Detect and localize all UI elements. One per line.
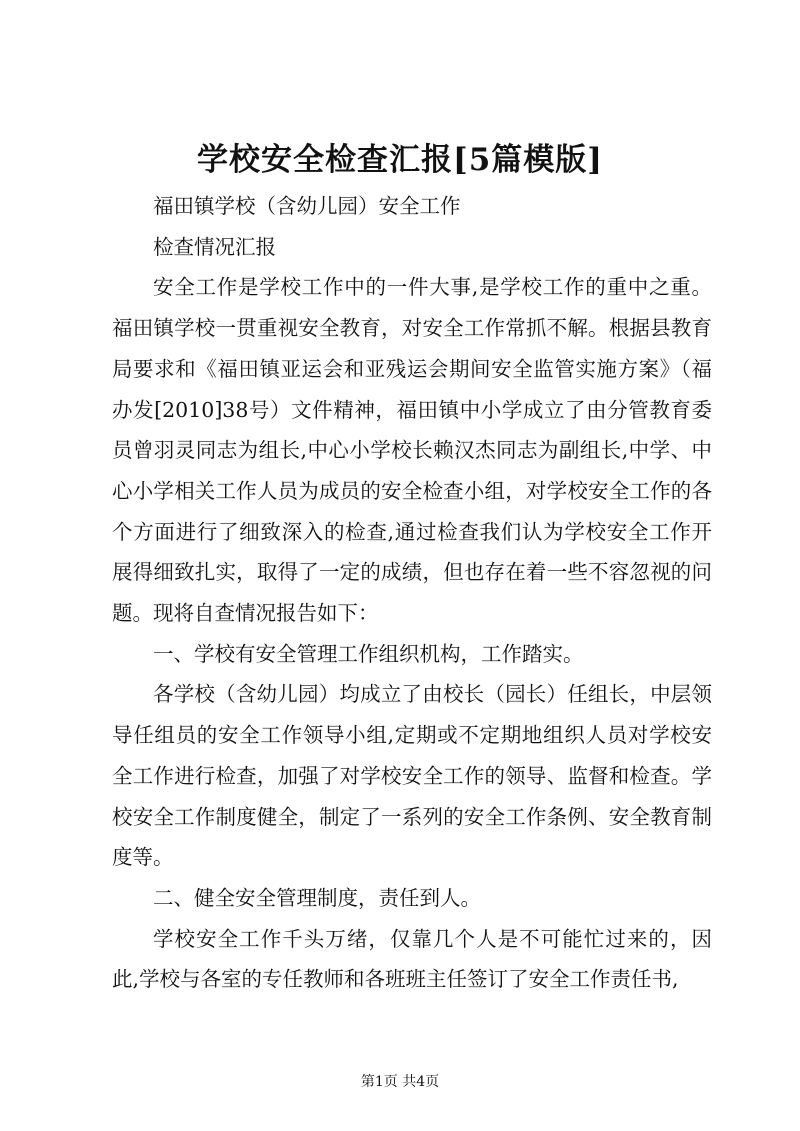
paragraph-section-2: 学校安全工作千头万绪，仅靠几个人是不可能忙过来的，因此,学校与各室的专任教师和各班班主任签订了安全工作责任书, — [112, 926, 712, 992]
document-body — [112, 186, 712, 1000]
paragraph-subtitle-line2: 检查情况汇报 — [153, 234, 276, 259]
paragraph-section-1: 各学校（含幼儿园）均成立了由校长（园长）任组长，中层领导任组员的安全工作领导小组,定期或不定期地组织人员对学校安全工作进行检查，加强了对学校安全工作的领导、监督和检查。学校安全工作制度健全，制定了一系列的安全工作条例、安全教育制度等。 — [112, 682, 712, 870]
section-heading-2: 二、健全安全管理制度，责任到人。 — [153, 885, 481, 910]
page-number-footer: 第1页 共4页 — [360, 1074, 440, 1090]
section-heading-1: 一、学校有安全管理工作组织机构，工作踏实。 — [153, 641, 584, 666]
paragraph-subtitle-line1: 福田镇学校（含幼儿园）安全工作 — [153, 194, 461, 218]
document-title: 学校安全检查汇报[5篇模版] — [197, 142, 603, 178]
paragraph-intro: 安全工作是学校工作中的一件大事,是学校工作的重中之重。福田镇学校一贯重视安全教育，对安全工作常抓不解。根据县教育局要求和《福田镇亚运会和亚残运会期间安全监管实施方案》（福办发[2010]38号）文件精神，福田镇中小学成立了由分管教育委员曾羽灵同志为组长,中心小学校长赖汉杰同志为副组长,中学、中心小学相关工作人员为成员的安全检查小组，对学校安全工作的各个方面进行了细致深入的检查,通过检查我们认为学校安全工作开展得细致扎实，取得了一定的成绩，但也存在着一些不容忽视的问题。现将自查情况报告如下： — [112, 275, 712, 626]
